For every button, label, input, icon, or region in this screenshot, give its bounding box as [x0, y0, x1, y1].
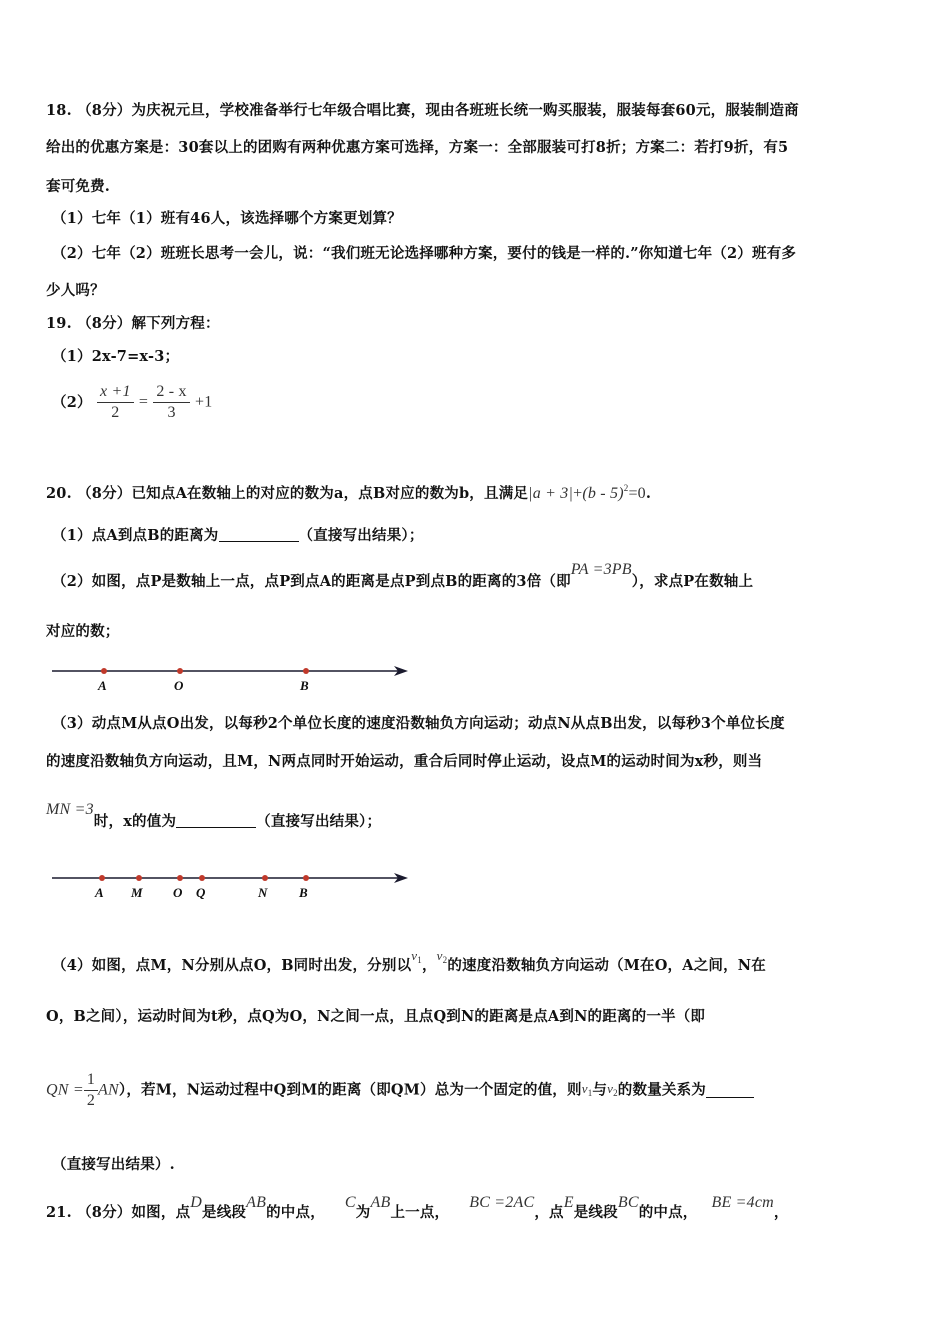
q19-part2 — [52, 382, 212, 423]
label-b: B — [300, 678, 309, 693]
point-q — [199, 875, 205, 881]
point-e-symbol: E — [563, 1194, 574, 1211]
q20-part1 — [52, 526, 424, 546]
answer-blank-1[interactable] — [219, 527, 299, 542]
half-numerator: 1 — [84, 1070, 98, 1091]
fraction-left — [97, 382, 134, 423]
q20-part3-text: 时，x的值为 — [93, 813, 177, 830]
plus-sign: + — [573, 485, 583, 502]
segment-ab-symbol-2: AB — [370, 1194, 391, 1211]
q18-line3: 套可免费. — [46, 178, 111, 195]
q20-part4-line3 — [46, 1070, 754, 1111]
numerator-right: 2 - x — [153, 382, 189, 403]
label-q: Q — [196, 885, 206, 900]
label-a: A — [98, 678, 107, 693]
be-4cm-formula: BE =4cm — [711, 1194, 774, 1211]
q18-line2: 给出的优惠方案是：30套以上的团购有两种优惠方案可选择，方案一：全部服装可打8折；方案二：若打9折，有5 — [46, 139, 789, 156]
segment-ab-symbol: AB — [246, 1194, 267, 1211]
q20-part3-line3 — [46, 801, 382, 832]
q20-part2-text-end: ），求点P在数轴上 — [631, 573, 754, 590]
q20-part2 — [52, 561, 754, 592]
q21-text-d: 为 — [355, 1204, 371, 1221]
equals-sign: = — [138, 393, 149, 411]
q19-title: 19. （8分）解下列方程： — [46, 315, 220, 332]
v2-symbol-2: $v_2$ — [607, 1080, 618, 1098]
q20-part4-line2: O，B之间），运动时间为t秒，点Q为O，N之间一点，且点Q到N的距离是点A到N的距离的一半（即 — [46, 1008, 706, 1025]
q21-line1 — [46, 1194, 789, 1223]
q19-part2-label: （2） — [52, 393, 92, 411]
equals-zero: =0 — [628, 485, 646, 502]
segment-bc-symbol: BC — [617, 1194, 639, 1211]
label-n: N — [258, 885, 268, 900]
q21-text-g: 是线段 — [573, 1204, 618, 1221]
q20-part4-text-4: 的数量关系为 — [617, 1081, 706, 1099]
q20-part4-line1 — [52, 948, 766, 980]
denominator-right: 3 — [167, 404, 176, 421]
bc-2ac-formula: BC =2AC — [469, 1194, 535, 1211]
q20-part2-text: （2）如图，点P是数轴上一点，点P到点A的距离是点P到点B的距离的3倍（即 — [52, 573, 571, 590]
v1-symbol-2: $v_1$ — [581, 1080, 593, 1098]
q20-part3-line1: （3）动点M从点O出发，以每秒2个单位长度的速度沿数轴负方向运动；动点N从点B出发，以每秒3个单位长度 — [52, 715, 785, 732]
q18-line1: 18. （8分）为庆祝元旦，学校准备举行七年级合唱比赛，现由各班班长统一购买服装，服装每套60元，服装制造商 — [46, 102, 799, 119]
period: . — [645, 485, 652, 502]
exponent-2: 2 — [623, 483, 629, 493]
q21-text-i: ， — [773, 1204, 789, 1221]
v1-symbol: $v_1$ — [411, 948, 422, 965]
point-b — [303, 668, 309, 674]
q20-part1-hint: （直接写出结果）； — [298, 527, 424, 544]
number-line-1 — [50, 660, 420, 696]
qn-lhs: QN = — [46, 1081, 84, 1099]
q21-text-f: ，点 — [534, 1204, 564, 1221]
q20-part4-text: （4）如图，点M，N分别从点O，B同时出发，分别以 — [52, 957, 412, 974]
q21-text-a: 21. （8分）如图，点 — [46, 1204, 191, 1221]
plus-one: +1 — [194, 393, 213, 411]
fraction-right — [153, 382, 189, 423]
pa-3pb-formula: PA =3PB — [570, 561, 632, 578]
point-d-symbol: D — [190, 1194, 203, 1211]
q20-part4-text-2: 的速度沿数轴负方向运动（M在O，A之间，N在 — [447, 957, 766, 974]
label-a: A — [95, 885, 104, 900]
q20-part2-line2: 对应的数； — [46, 623, 120, 640]
q20-intro — [46, 478, 651, 504]
label-o: O — [174, 678, 184, 693]
q18-part2-line1: （2）七年（2）班班长思考一会儿，说：“我们班无论选择哪种方案，要付的钱是一样的.”你知道七年（2）班有多 — [52, 245, 797, 262]
answer-blank-2[interactable] — [176, 813, 256, 828]
q19-part1: （1）2x-7=x-3； — [52, 348, 180, 365]
q20-part4-line4: （直接写出结果）. — [52, 1156, 175, 1173]
point-o — [177, 875, 183, 881]
q21-text-c: 的中点， — [266, 1204, 325, 1221]
q20-intro-text: 20. （8分）已知点A在数轴上的对应的数为a，点B对应的数为b，且满足 — [46, 485, 529, 502]
mn-3-formula: MN =3 — [46, 801, 94, 818]
point-c-symbol: C — [344, 1194, 356, 1211]
number-line-2 — [50, 867, 420, 903]
q20-part4-text-3: ），若M，N运动过程中Q到M的距离（即QM）总为一个固定的值，则 — [118, 1081, 582, 1099]
label-m: M — [131, 885, 143, 900]
denominator-left: 2 — [111, 404, 120, 421]
answer-blank-3[interactable] — [706, 1083, 754, 1098]
point-a — [101, 668, 107, 674]
point-n — [262, 875, 268, 881]
fraction-half — [84, 1070, 98, 1111]
and-text: 与 — [592, 1081, 608, 1099]
q18-part1: （1）七年（1）班有46人，该选择哪个方案更划算？ — [52, 210, 402, 227]
q20-part1-text: （1）点A到点B的距离为 — [52, 527, 219, 544]
point-a — [99, 875, 105, 881]
point-b — [303, 875, 309, 881]
numerator-left: x +1 — [97, 382, 134, 403]
qn-rhs: AN — [98, 1081, 119, 1099]
q21-text-b: 是线段 — [202, 1204, 247, 1221]
point-o — [177, 668, 183, 674]
half-denominator: 2 — [86, 1092, 96, 1109]
comma: ， — [421, 957, 437, 974]
q21-text-h: 的中点， — [638, 1204, 698, 1221]
abs-term: |a + 3| — [528, 485, 574, 502]
q20-part3-line2: 的速度沿数轴负方向运动，且M，N两点同时开始运动，重合后同时停止运动，设点M的运动时间为x秒，则当 — [46, 753, 763, 770]
square-term: (b - 5) — [582, 485, 624, 502]
point-m — [136, 875, 142, 881]
label-b: B — [299, 885, 308, 900]
label-o: O — [173, 885, 183, 900]
q20-part3-hint: （直接写出结果）； — [256, 813, 382, 830]
v2-symbol: $v_2$ — [436, 948, 448, 965]
q21-text-e: 上一点， — [390, 1204, 450, 1221]
q18-part2-line2: 少人吗？ — [46, 282, 105, 299]
